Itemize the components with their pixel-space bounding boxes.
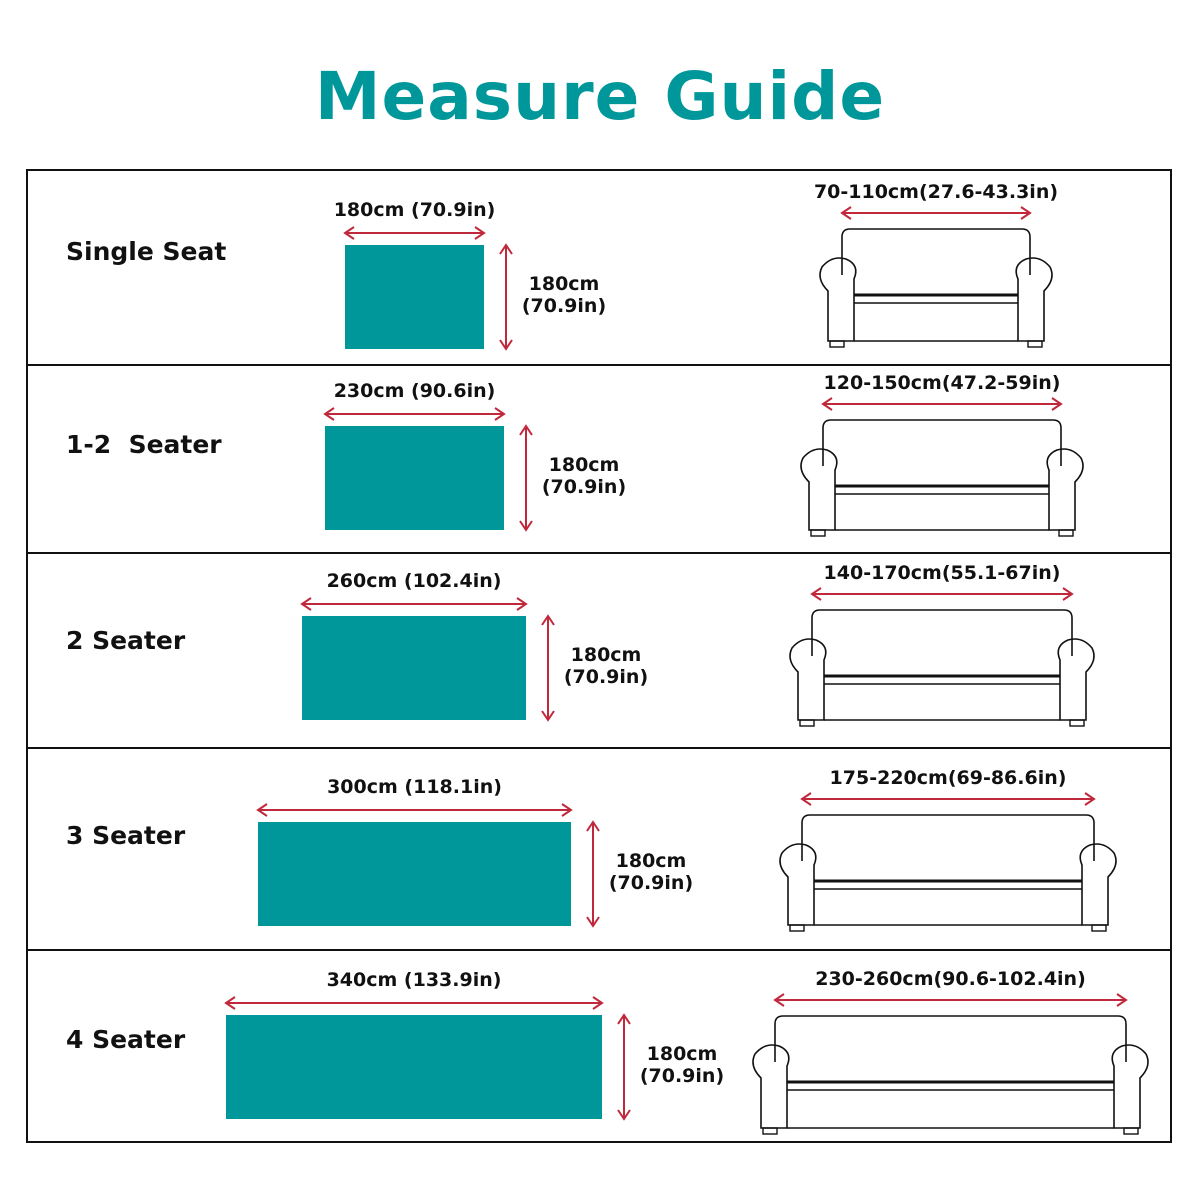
mat-height-in: (70.9in): [563, 666, 649, 688]
sofa-width-label: 140-170cm(55.1-67in): [823, 562, 1061, 584]
mat-width-label: 340cm (133.9in): [326, 969, 502, 991]
sofa-width-label: 70-110cm(27.6-43.3in): [813, 181, 1059, 203]
mat-height-label: [514, 273, 614, 317]
size-row: [28, 366, 1170, 554]
mat-height-in: (70.9in): [639, 1065, 725, 1087]
mat-height-arrow: [587, 822, 599, 926]
mat-height-label: [534, 454, 634, 498]
mat-width-arrow: [302, 598, 526, 610]
mat-width-label: 180cm (70.9in): [333, 199, 496, 221]
mat-height-cm: 180cm: [570, 644, 642, 666]
mat-height-label: [556, 644, 656, 688]
mat-height-cm: 180cm: [528, 273, 600, 295]
page-title: Measure Guide: [314, 58, 886, 135]
size-row: [28, 171, 1170, 366]
mat-width-label: 300cm (118.1in): [327, 776, 502, 798]
mat-height-arrow: [500, 245, 512, 349]
mat-height-arrow: [542, 616, 554, 720]
row-label: 2 Seater: [66, 626, 186, 655]
sofa-width-label: 120-150cm(47.2-59in): [823, 372, 1061, 394]
sofa-icon: [780, 815, 1116, 931]
mat-height-cm: 180cm: [548, 454, 620, 476]
measure-table: [26, 169, 1172, 1143]
sofa-icon: [820, 229, 1052, 347]
row-label: Single Seat: [66, 237, 227, 266]
sofa-width-label: 230-260cm(90.6-102.4in): [815, 968, 1086, 990]
sofa-width-arrow: [775, 994, 1126, 1006]
row-label: 4 Seater: [66, 1025, 186, 1054]
mat-width-label: 230cm (90.6in): [333, 380, 496, 402]
row-label: 1-2 Seater: [66, 430, 222, 459]
size-row: [28, 749, 1170, 951]
sofa-width-arrow: [823, 398, 1061, 410]
mat-height-cm: 180cm: [615, 850, 687, 872]
mat-height-arrow: [618, 1015, 630, 1119]
sofa-width-arrow: [812, 588, 1072, 600]
size-row: [28, 554, 1170, 749]
mat-height-label: [601, 850, 701, 894]
mat-height-arrow: [520, 426, 532, 530]
mat-width-arrow: [226, 997, 602, 1009]
size-row: [28, 951, 1170, 1143]
sofa-width-arrow: [842, 207, 1030, 219]
mat-height-cm: 180cm: [646, 1043, 718, 1065]
sofa-icon: [790, 610, 1094, 726]
mat-width-arrow: [258, 804, 571, 816]
mat-height-in: (70.9in): [521, 295, 607, 317]
mat-height-label: [632, 1043, 732, 1087]
mat-width-label: 260cm (102.4in): [326, 570, 502, 592]
sofa-icon: [753, 1016, 1148, 1134]
row-label: 3 Seater: [66, 821, 186, 850]
mat-height-in: (70.9in): [608, 872, 694, 894]
mat-width-arrow: [345, 227, 484, 239]
mat-height-in: (70.9in): [541, 476, 627, 498]
mat-width-arrow: [325, 408, 504, 420]
sofa-width-label: 175-220cm(69-86.6in): [829, 767, 1067, 789]
sofa-icon: [801, 420, 1083, 536]
sofa-width-arrow: [802, 793, 1094, 805]
